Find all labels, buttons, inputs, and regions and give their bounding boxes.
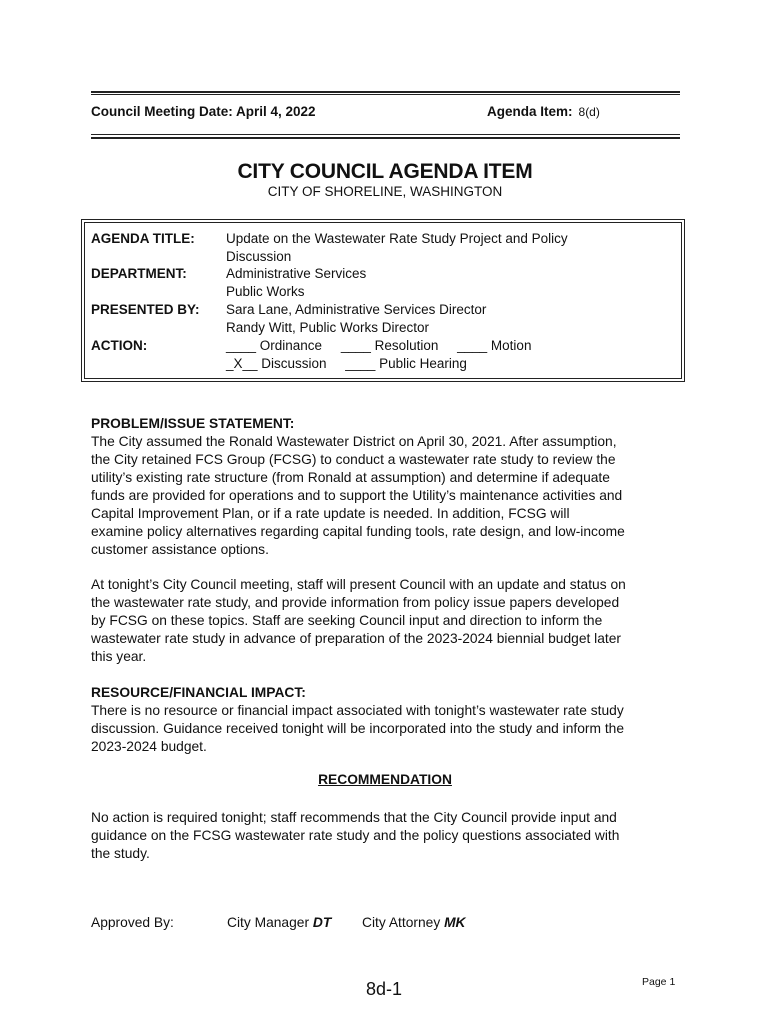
text-line: discussion. Guidance received tonight will be incorporated into the study and inform the	[91, 721, 625, 736]
resource-heading: RESOURCE/FINANCIAL IMPACT:	[91, 685, 306, 700]
text-line: customer assistance options.	[91, 542, 269, 557]
city-attorney-label: City Attorney	[362, 915, 441, 930]
agenda-item-label: Agenda Item:	[487, 104, 573, 119]
problem-heading: PROBLEM/ISSUE STATEMENT:	[91, 416, 295, 431]
department-line-1: Administrative Services	[226, 266, 367, 281]
presented-by-label: PRESENTED BY:	[91, 302, 200, 317]
text-line: 2023-2024 budget.	[91, 739, 207, 754]
action-label: ACTION:	[91, 338, 148, 353]
approved-by-label: Approved By:	[91, 915, 174, 930]
agenda-title-label: AGENDA TITLE:	[91, 231, 195, 246]
text-line: utility’s existing rate structure (from Ronald at assumption) and determine if adequate	[91, 470, 610, 485]
text-line: examine policy alternatives regarding capital funding tools, rate design, and low-income	[91, 524, 625, 539]
page-subtitle: CITY OF SHORELINE, WASHINGTON	[267, 184, 503, 199]
text-line: No action is required tonight; staff recommends that the City Council provide input and	[91, 810, 617, 825]
text-line: The City assumed the Ronald Wastewater District on April 30, 2021. After assumption,	[91, 434, 617, 449]
page-title: CITY COUNCIL AGENDA ITEM	[237, 160, 533, 183]
agenda-item	[487, 104, 600, 119]
problem-paragraph-2	[91, 576, 691, 666]
text-line: funds are provided for operations and to support the Utility’s maintenance activities and	[91, 488, 623, 503]
problem-paragraph-1	[91, 433, 691, 559]
recommendation-heading: RECOMMENDATION	[318, 772, 452, 787]
agenda-title-line-1: Update on the Wastewater Rate Study Project and Policy	[226, 231, 568, 246]
page-number: Page 1	[642, 976, 676, 988]
department-line-2: Public Works	[226, 284, 305, 299]
presented-by-line-1: Sara Lane, Administrative Services Director	[226, 302, 487, 317]
text-line: guidance on the FCSG wastewater rate study and the policy questions associated with	[91, 828, 620, 843]
text-line: the study.	[91, 846, 150, 861]
department-label: DEPARTMENT:	[91, 266, 187, 281]
header-top-rule-thin	[91, 94, 680, 95]
meeting-date: Council Meeting Date: April 4, 2022	[91, 104, 316, 119]
agenda-item-value: 8(d)	[578, 105, 600, 119]
header-bottom-rule-thick	[91, 137, 680, 139]
city-manager-initials: DT	[312, 915, 332, 930]
city-attorney-approval	[362, 915, 466, 930]
page-code: 8d-1	[366, 979, 403, 999]
header-top-rule	[91, 91, 680, 93]
text-line: by FCSG on these topics. Staff are seeking Council input and direction to inform the	[91, 613, 603, 628]
text-line: the wastewater rate study, and provide information from policy issue papers developed	[91, 595, 620, 610]
action-line-2: _X__ Discussion ____ Public Hearing	[226, 356, 467, 371]
action-line-1: ____ Ordinance ____ Resolution ____ Motion	[226, 338, 532, 353]
text-line: At tonight’s City Council meeting, staff will present Council with an update and status on	[91, 577, 626, 592]
city-manager-approval	[227, 915, 331, 930]
text-line: Capital Improvement Plan, or if a rate update is needed. In addition, FCSG will	[91, 506, 570, 521]
text-line: the City retained FCS Group (FCSG) to conduct a wastewater rate study to review the	[91, 452, 616, 467]
resource-paragraph	[91, 702, 691, 756]
city-attorney-initials: MK	[444, 915, 466, 930]
text-line: There is no resource or financial impact associated with tonight’s wastewater rate study	[91, 703, 624, 718]
presented-by-line-2: Randy Witt, Public Works Director	[226, 320, 430, 335]
text-line: wastewater rate study in advance of preparation of the 2023-2024 biennial budget later	[91, 631, 622, 646]
header-bottom-rule	[91, 134, 680, 135]
recommendation-paragraph	[91, 809, 691, 863]
agenda-title-line-2: Discussion	[226, 249, 292, 264]
city-manager-label: City Manager	[227, 915, 310, 930]
text-line: this year.	[91, 649, 147, 664]
